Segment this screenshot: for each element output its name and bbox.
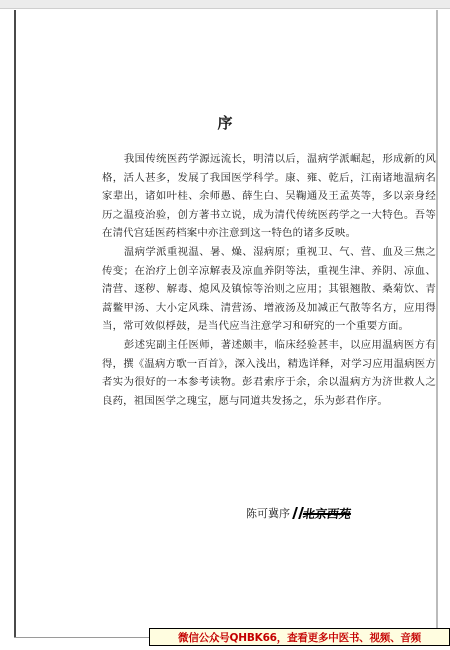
paragraph: 我国传统医药学源远流长，明清以后，温病学派崛起，形成新的风格，活人甚多，发展了我国医学科学。康、雍、乾后，江南诸地温病名家辈出，诸如叶桂、余师愚、薛生白、吴鞠通及王孟英等，多以亲身经历之温疫治验，创方著书立说，成为清代传统医药学之一大特色。吾等在清代宫廷医药档案中亦注意到这一特色的诸多反映。 <box>102 153 436 240</box>
preface-body <box>102 150 436 410</box>
author-seal: 北京西苑 <box>291 505 354 522</box>
document-page <box>16 10 436 637</box>
page-title: 序 <box>217 114 235 132</box>
paragraph: 温病学派重视温、暑、燥、湿病原；重视卫、气、营、血及三焦之传变；在治疗上创辛凉解表及凉血养阴等法，重视生津、养阴、凉血、清营、逐秽、解毒、熄风及镇惊等治则之应用；其银翘散、桑菊饮、青蒿鳖甲汤、大小定风珠、清营汤、增液汤及加减正气散等名方，应用得当，常可效似桴鼓，是当代应当注意学习和研究的一个重要方面。 <box>102 245 436 333</box>
page-right-edge <box>436 10 438 638</box>
signature-block <box>246 504 353 522</box>
promo-banner[interactable]: 微信公众号QHBK66，查看更多中医书、视频、音频 <box>149 628 450 646</box>
paragraph: 彭述宪副主任医师，著述颇丰，临床经验甚丰，以应用温病医方有得，撰《温病方歌一百首》，深入浅出，精选详释，对学习应用温病医方者实为很好的一本参考读物。彭君索序于余，余以温病方为济世救人之良药，祖国医学之瑰宝，愿与同道共发扬之，乐为彭君作序。 <box>102 338 436 407</box>
viewer-top-bar <box>0 0 450 9</box>
author-signature: 陈可冀序 <box>246 507 290 520</box>
